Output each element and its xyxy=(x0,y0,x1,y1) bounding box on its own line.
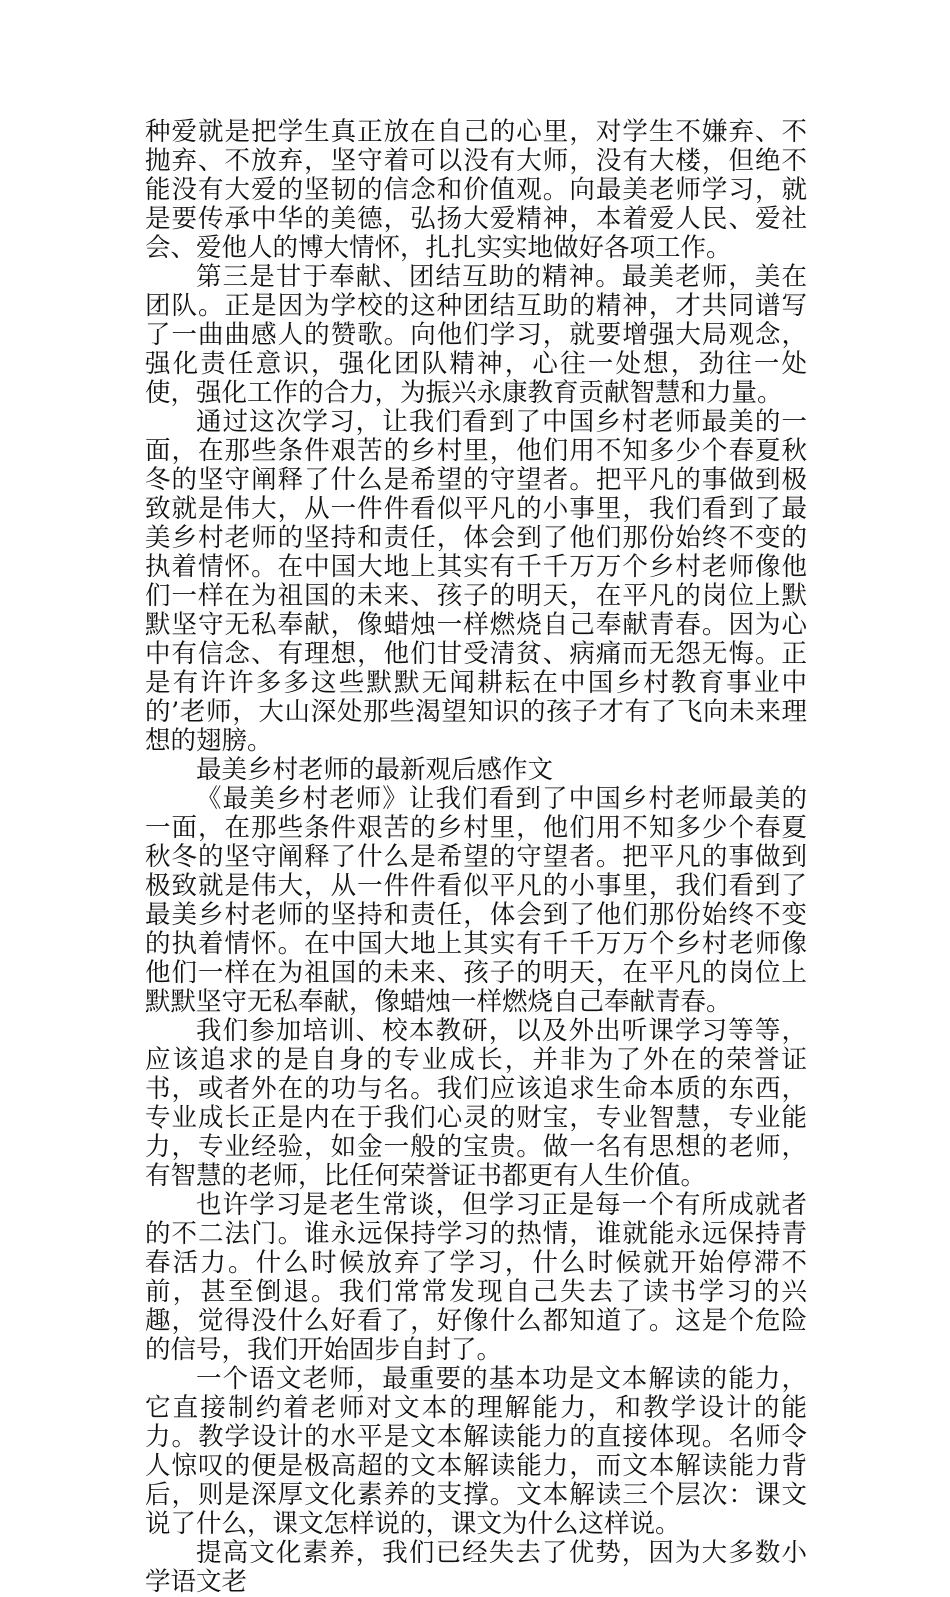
paragraph-5: 我们参加培训、校本教研，以及外出听课学习等等，应该追求的是自身的专业成长，并非为了外在的荣誉证书，或者外在的功与名。我们应该追求生命本质的东西，专业成长正是内在于我们心灵的财宝，专业智慧，专业能力，专业经验，如金一般的宝贵。做一名有思想的老师，有智慧的老师，比任何荣誉证书都更有人生价值。 xyxy=(145,1016,807,1191)
paragraph-3: 通过这次学习，让我们看到了中国乡村老师最美的一面，在那些条件艰苦的乡村里，他们用不知多少个春夏秋冬的坚守阐释了什么是希望的守望者。把平凡的事做到极致就是伟大，从一件件看似平凡的小事里，我们看到了最美乡村老师的坚持和责任，体会到了他们那份始终不变的执着情怀。在中国大地上其实有千千万万个乡村老师像他们一样在为祖国的未来、孩子的明天，在平凡的岗位上默默坚守无私奉献，像蜡烛一样燃烧自己奉献青春。因为心中有信念、有理想，他们甘受清贫、病痛而无怨无悔。正是有许许多多这些默默无闻耕耘在中国乡村教育事业中的’老师，大山深处那些渴望知识的孩子才有了飞向未来理想的翅膀。 xyxy=(145,407,807,756)
paragraph-2: 第三是甘于奉献、团结互助的精神。最美老师，美在团队。正是因为学校的这种团结互助的精神，才共同谱写了一曲曲感人的赞歌。向他们学习，就要增强大局观念，强化责任意识，强化团队精神，心往一处想，劲往一处使，强化工作的合力，为振兴永康教育贡献智慧和力量。 xyxy=(145,262,807,408)
document-body xyxy=(145,118,807,1597)
paragraph-4: 《最美乡村老师》让我们看到了中国乡村老师最美的一面，在那些条件艰苦的乡村里，他们用不知多少个春夏秋冬的坚守阐释了什么是希望的守望者。把平凡的事做到极致就是伟大，从一件件看似平凡的小事里，我们看到了最美乡村老师的坚持和责任，体会到了他们那份始终不变的执着情怀。在中国大地上其实有千千万万个乡村老师像他们一样在为祖国的未来、孩子的明天，在平凡的岗位上默默坚守无私奉献，像蜡烛一样燃烧自己奉献青春。 xyxy=(145,784,807,1017)
paragraph-7: 一个语文老师，最重要的基本功是文本解读的能力，它直接制约着老师对文本的理解能力，和教学设计的能力。教学设计的水平是文本解读能力的直接体现。名师令人惊叹的便是极高超的文本解读能力，而文本解读能力背后，则是深厚文化素养的支撑。文本解读三个层次：课文说了什么，课文怎样说的，课文为什么这样说。 xyxy=(145,1364,807,1539)
paragraph-6: 也许学习是老生常谈，但学习正是每一个有所成就者的不二法门。谁永远保持学习的热情，谁就能永远保持青春活力。什么时候放弃了学习，什么时候就开始停滞不前，甚至倒退。我们常常发现自己失去了读书学习的兴趣，觉得没什么好看了，好像什么都知道了。这是个危险的信号，我们开始固步自封了。 xyxy=(145,1190,807,1365)
paragraph-8: 提高文化素养，我们已经失去了优势，因为大多数小学语文老 xyxy=(145,1538,807,1597)
section-heading: 最美乡村老师的最新观后感作文 xyxy=(196,755,554,785)
paragraph-1: 种爱就是把学生真正放在自己的心里，对学生不嫌弃、不抛弃、不放弃，坚守着可以没有大师，没有大楼，但绝不能没有大爱的坚韧的信念和价值观。向最美老师学习，就是要传承中华的美德，弘扬大爱精神，本着爱人民、爱社会、爱他人的博大情怀，扎扎实实地做好各项工作。 xyxy=(145,117,807,263)
